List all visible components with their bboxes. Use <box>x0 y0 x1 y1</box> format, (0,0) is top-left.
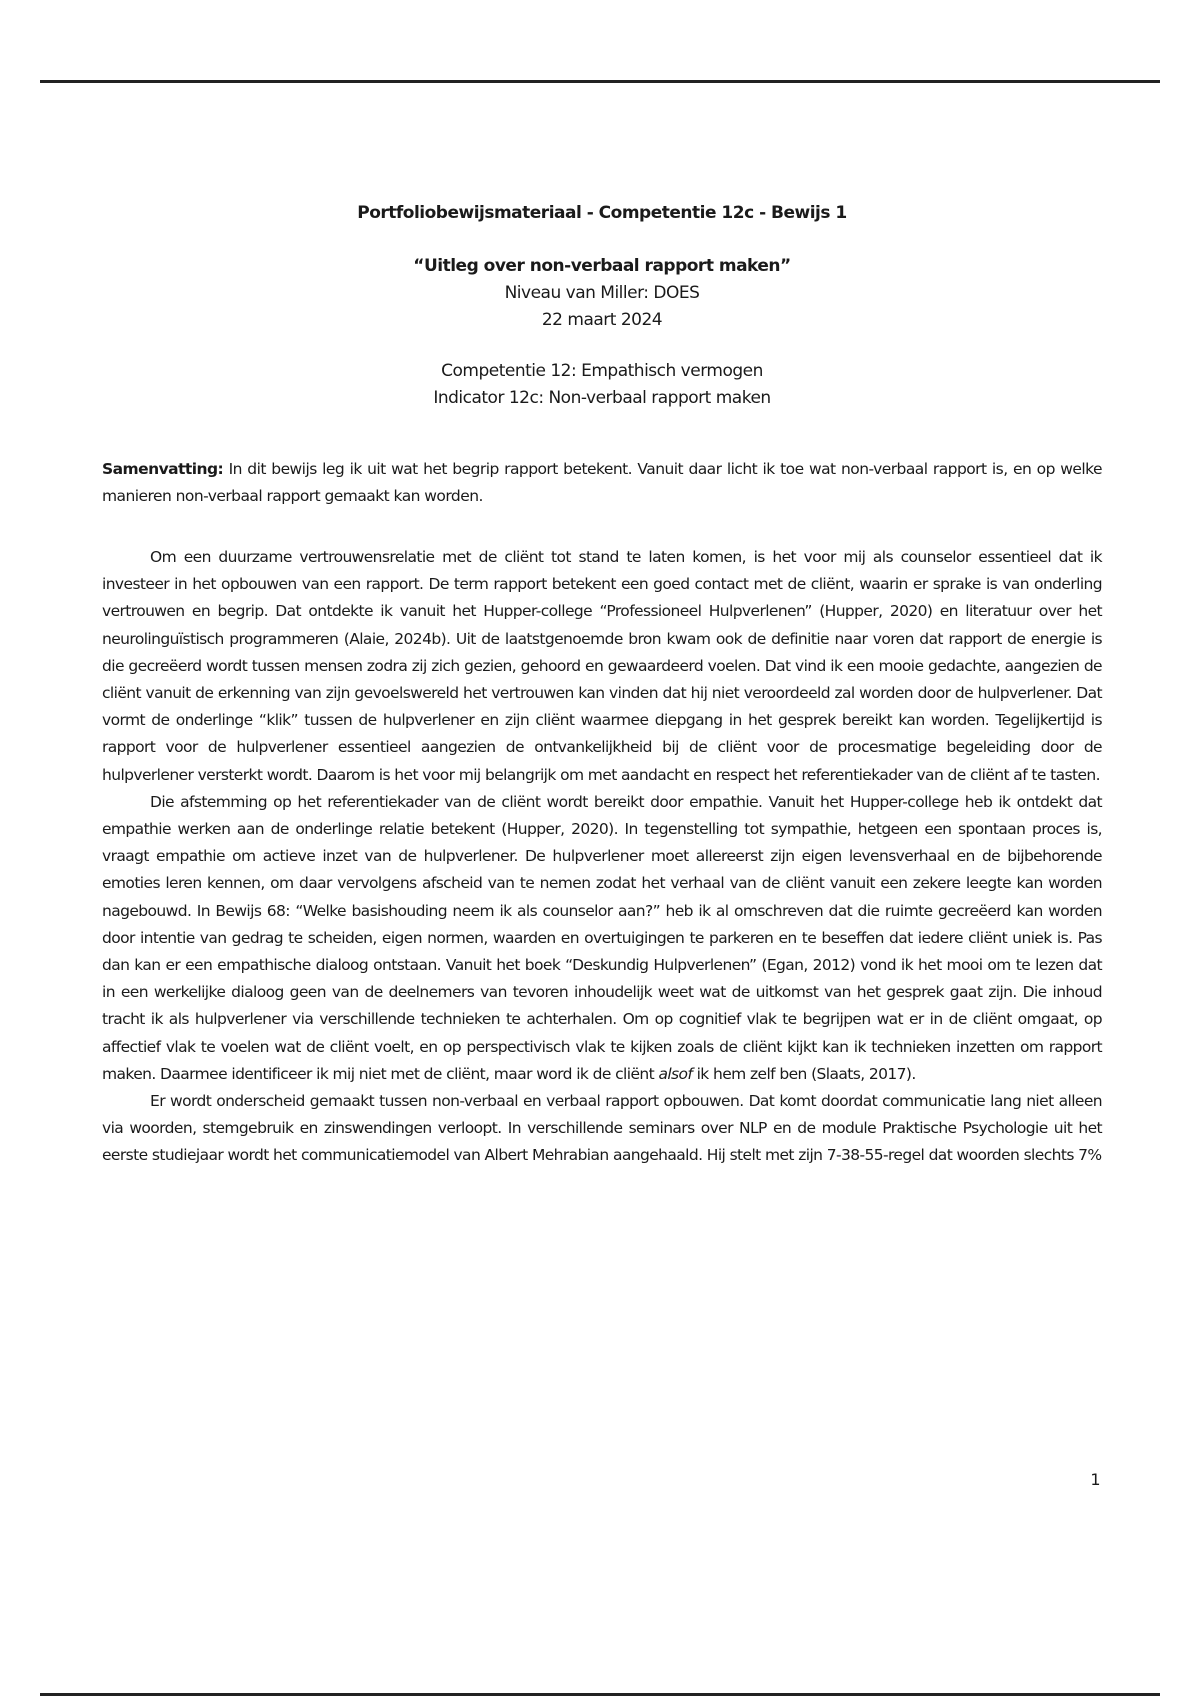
header-spacer <box>102 334 1102 358</box>
indicator-line: Indicator 12c: Non-verbaal rapport maken <box>433 388 771 408</box>
paragraph-2-ending: ik hem zelf ben (Slaats, 2017). <box>692 1064 916 1083</box>
miller-level: Niveau van Miller: DOES <box>504 283 700 303</box>
top-rule <box>40 80 1160 83</box>
paragraph-1: Om een duurzame vertrouwensrelatie met de cliënt tot stand te laten komen, is het voor mij als counselor essentieel dat ik investeer in het opbouwen van een rapport. De term rapport betekent een goed contact met de cliënt, waarin er sprake is van onderling vertrouwen en begrip. Dat ontdekte ik vanuit het Hupper-college “Professioneel Hulpverlenen” (Hupper, 2020) en literatuur over het neurolinguïstisch programmeren (Alaie, 2024b). Uit de laatstgenoemde bron kwam ook de definitie naar voren dat rapport de energie is die gecreëerd wordt tussen mensen zodra zij zich gezien, gehoord en gewaardeerd voelen. Dat vind ik een mooie gedachte, aangezien de cliënt vanuit de erkenning van zijn gevoelswereld het vertrouwen kan vinden dat hij niet veroordeeld zal worden door de hulpverlener. Dat vormt de onderlinge “klik” tussen de hulpverlener en zijn cliënt waarmee diepgang in het gesprek bereikt kan worden. Tegelijkertijd is rapport voor de hulpverlener essentieel aangezien de ontvankelijkheid bij de cliënt voor de procesmatige begeleiding door de hulpverlener versterkt wordt. Daarom is het voor mij belangrijk om met aandacht en respect het referentiekader van de cliënt af te tasten. <box>102 548 1102 784</box>
document-header <box>102 200 1102 412</box>
bottom-rule <box>40 1693 1160 1696</box>
body-text <box>102 544 1102 1170</box>
document-page <box>102 200 1102 1170</box>
document-date: 22 maart 2024 <box>541 310 663 330</box>
page-number: 1 <box>1090 1470 1100 1489</box>
document-subtitle: “Uitleg over non-verbaal rapport maken” <box>413 256 791 276</box>
summary <box>102 456 1102 510</box>
summary-label: Samenvatting: <box>102 460 224 478</box>
paragraph-2-text: Die afstemming op het referentiekader van de cliënt wordt bereikt door empathie. Vanuit het Hupper-college heb ik ontdekt dat empathie werken aan de onderlinge relatie betekent (Hupper, 2020). In tegenstelling tot sympathie, hetgeen een spontaan proces is, vraagt empathie om actieve inzet van de hulpverlener. De hulpverlener moet allereerst zijn eigen levensverhaal en de bijbehorende emoties leren kennen, om daar vervolgens afscheid van te nemen zodat het verhaal van de cliënt vanuit een zekere leegte kan worden nagebouwd. In Bewijs 68: “Welke basishouding neem ik als counselor aan?” heb ik al omschreven dat die ruimte gecreëerd kan worden door intentie van gedrag te scheiden, eigen normen, waarden en overtuigingen te parkeren en te beseffen dat iedere cliënt uniek is. Pas dan kan er een empathische dialoog ontstaan. Vanuit het boek “Deskundig Hulpverlenen” (Egan, 2012) vond ik het mooi om te lezen dat in een werkelijke dialoog geen van de deelnemers van tevoren inhoudelijk weet wat de uitkomst van het gesprek gaat zijn. Die inhoud tracht ik als hulpverlener via verschillende technieken te achterhalen. Om op cognitief vlak te begrijpen wat er in de cliënt omgaat, op affectief vlak te voelen wat de cliënt voelt, en op perspectivisch vlak te kijken zoals de cliënt kijkt kan ik technieken inzetten om rapport maken. Daarmee identificeer ik mij niet met de cliënt, maar word ik de cliënt <box>102 792 1102 1083</box>
paragraph-3: Er wordt onderscheid gemaakt tussen non-verbaal en verbaal rapport opbouwen. Dat komt doordat communicatie lang niet alleen via woorden, stemgebruik en zinswendingen verloopt. In verschillende seminars over NLP en de module Praktische Psychologie uit het eerste studiejaar wordt het communicatiemodel van Albert Mehrabian aangehaald. Hij stelt met zijn 7-38-55-regel dat woorden slechts 7% <box>102 1092 1102 1165</box>
document-title: Portfoliobewijsmateriaal - Competentie 12c - Bewijs 1 <box>357 203 847 223</box>
summary-text: In dit bewijs leg ik uit wat het begrip rapport betekent. Vanuit daar licht ik toe wat non-verbaal rapport is, en op welke manieren non-verbaal rapport gemaakt kan worden. <box>102 460 1102 505</box>
competence-line: Competentie 12: Empathisch vermogen <box>441 361 763 381</box>
paragraph-2 <box>102 789 1102 1088</box>
paragraph-2-italic: alsof <box>658 1064 693 1083</box>
